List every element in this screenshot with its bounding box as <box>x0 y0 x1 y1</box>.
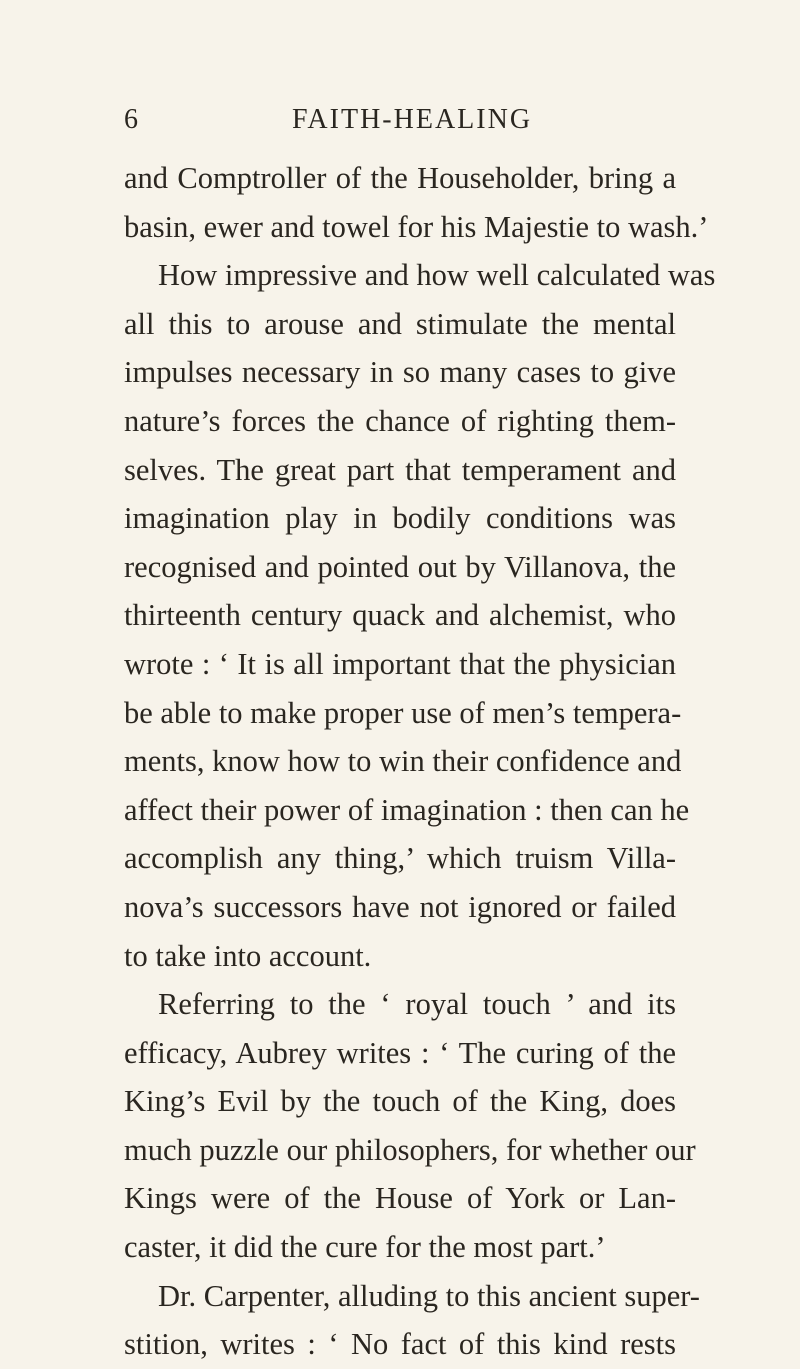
text-line: much puzzle our philosophers, for whether our <box>124 1132 696 1167</box>
page-number: 6 <box>124 104 140 135</box>
text-line: How impressive and how well calculated was <box>158 258 716 293</box>
text-line: selves. The great part that temperament and <box>124 452 676 487</box>
text-line: accomplish any thing,’ which truism Villa- <box>124 841 676 876</box>
text-line: nature’s forces the chance of righting them- <box>124 403 676 438</box>
text-line: be able to make proper use of men’s tempera- <box>124 695 682 730</box>
text-line: nova’s successors have not ignored or failed <box>124 889 676 924</box>
text-line: stition, writes : ‘ No fact of this kind rests <box>124 1327 676 1362</box>
text-line: and Comptroller of the Householder, bring a <box>124 161 676 195</box>
text-line: caster, it did the cure for the most part.’ <box>124 1230 606 1265</box>
text-line: Referring to the ‘ royal touch ’ and its <box>158 987 676 1022</box>
text-line: Kings were of the House of York or Lan- <box>124 1181 676 1216</box>
text-line: thirteenth century quack and alchemist, who <box>124 598 676 633</box>
text-line: Dr. Carpenter, alluding to this ancient super- <box>158 1278 700 1313</box>
text-line: efficacy, Aubrey writes : ‘ The curing of the <box>124 1035 676 1070</box>
text-line: affect their power of imagination : then can he <box>124 792 690 827</box>
text-line: King’s Evil by the touch of the King, does <box>124 1084 676 1119</box>
body-text <box>124 154 716 1369</box>
running-head <box>0 104 800 144</box>
text-line: impulses necessary in so many cases to give <box>124 355 676 390</box>
page-title: FAITH-HEALING <box>291 104 533 135</box>
text-line: ments, know how to win their confidence and <box>124 744 682 779</box>
text-line: recognised and pointed out by Villanova, the <box>124 549 676 584</box>
text-line: basin, ewer and towel for his Majestie to wash.’ <box>124 209 709 244</box>
text-line: to take into account. <box>124 938 372 973</box>
text-line: imagination play in bodily conditions was <box>124 501 676 536</box>
text-line: all this to arouse and stimulate the mental <box>124 306 676 341</box>
text-line: wrote : ‘ It is all important that the physician <box>124 646 676 681</box>
